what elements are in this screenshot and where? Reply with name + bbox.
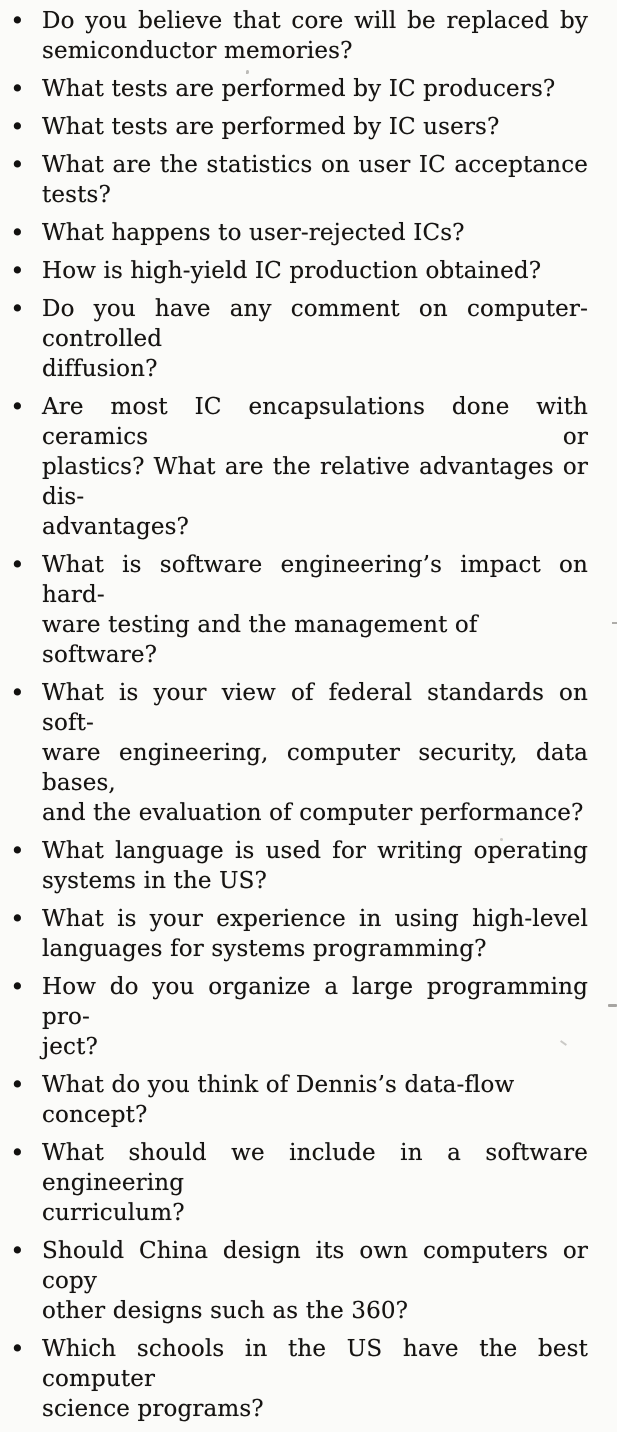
scan-artifact <box>612 622 617 624</box>
question-line: What is your experience in using high-level <box>42 906 588 932</box>
question-line: other designs such as the 360? <box>42 1298 409 1324</box>
bullet-icon: • <box>10 1138 25 1167</box>
question-line: How is high-yield IC production obtained? <box>42 258 542 284</box>
question-line: systems in the US? <box>42 868 268 894</box>
question-line: What are the statistics on user IC acceptance <box>42 152 588 178</box>
question-text <box>42 972 588 1062</box>
bullet-icon: • <box>10 392 25 421</box>
list-item <box>8 836 588 896</box>
scan-artifact <box>246 70 249 74</box>
list-item <box>8 1138 588 1228</box>
question-line: What should we include in a software engineering <box>42 1140 588 1196</box>
list-item <box>8 74 588 104</box>
question-text <box>42 904 588 964</box>
question-text <box>42 678 588 828</box>
bullet-icon: • <box>10 150 25 179</box>
question-line: tests? <box>42 182 111 208</box>
question-line: How do you organize a large programming pro- <box>42 974 588 1030</box>
bullet-icon: • <box>10 678 25 707</box>
question-text <box>42 150 588 210</box>
bullet-icon: • <box>10 1236 25 1265</box>
question-text <box>42 74 588 104</box>
bullet-icon: • <box>10 256 25 285</box>
question-line: semiconductor memories? <box>42 38 353 64</box>
question-line: Do you believe that core will be replaced by <box>42 8 588 34</box>
question-line: languages for systems programming? <box>42 936 487 962</box>
bullet-icon: • <box>10 972 25 1001</box>
bullet-icon: • <box>10 1334 25 1363</box>
question-text <box>42 550 588 670</box>
question-line: Do you have any comment on computer-controlled <box>42 296 588 352</box>
question-line: science programs? <box>42 1396 264 1422</box>
question-line: What language is used for writing operating <box>42 838 588 864</box>
question-line: and the evaluation of computer performance? <box>42 800 584 826</box>
question-text <box>42 256 588 286</box>
list-item <box>8 112 588 142</box>
question-text <box>42 112 588 142</box>
bullet-icon: • <box>10 6 25 35</box>
question-line: diffusion? <box>42 356 158 382</box>
list-item <box>8 1236 588 1326</box>
question-line: What tests are performed by IC producers? <box>42 76 556 102</box>
list-item <box>8 6 588 66</box>
bullet-icon: • <box>10 1070 25 1099</box>
question-line: plastics? What are the relative advantages or dis- <box>42 454 588 510</box>
list-item <box>8 1334 588 1424</box>
question-line: Are most IC encapsulations done with ceramics or <box>42 394 588 450</box>
question-list <box>8 6 588 1432</box>
bullet-icon: • <box>10 112 25 141</box>
bullet-icon: • <box>10 218 25 247</box>
question-line: ware testing and the management of software? <box>42 612 478 668</box>
scan-artifact <box>608 1004 617 1007</box>
list-item <box>8 294 588 384</box>
list-item <box>8 256 588 286</box>
question-line: What happens to user-rejected ICs? <box>42 220 465 246</box>
question-text <box>42 392 588 542</box>
question-line: ware engineering, computer security, data bases, <box>42 740 588 796</box>
question-text <box>42 6 588 66</box>
question-line: advantages? <box>42 514 190 540</box>
list-item <box>8 1070 588 1130</box>
question-line: What do you think of Dennis’s data-flow concept? <box>42 1072 515 1128</box>
question-text <box>42 1236 588 1326</box>
bullet-icon: • <box>10 550 25 579</box>
bullet-icon: • <box>10 904 25 933</box>
question-text <box>42 836 588 896</box>
question-line: What is software engineering’s impact on hard- <box>42 552 588 608</box>
list-item <box>8 392 588 542</box>
question-line: curriculum? <box>42 1200 185 1226</box>
question-text <box>42 218 588 248</box>
scan-artifact <box>500 838 503 841</box>
question-line: Which schools in the US have the best computer <box>42 1336 588 1392</box>
bullet-icon: • <box>10 294 25 323</box>
question-line: Should China design its own computers or copy <box>42 1238 588 1294</box>
list-item <box>8 678 588 828</box>
list-item <box>8 218 588 248</box>
bullet-icon: • <box>10 836 25 865</box>
question-text <box>42 1334 588 1424</box>
list-item <box>8 972 588 1062</box>
question-line: What tests are performed by IC users? <box>42 114 500 140</box>
question-text <box>42 294 588 384</box>
list-item <box>8 904 588 964</box>
question-line: ject? <box>42 1034 98 1060</box>
list-item <box>8 150 588 210</box>
list-item <box>8 550 588 670</box>
question-line: What is your view of federal standards on soft- <box>42 680 588 736</box>
question-text <box>42 1138 588 1228</box>
bullet-icon: • <box>10 74 25 103</box>
question-text <box>42 1070 588 1130</box>
